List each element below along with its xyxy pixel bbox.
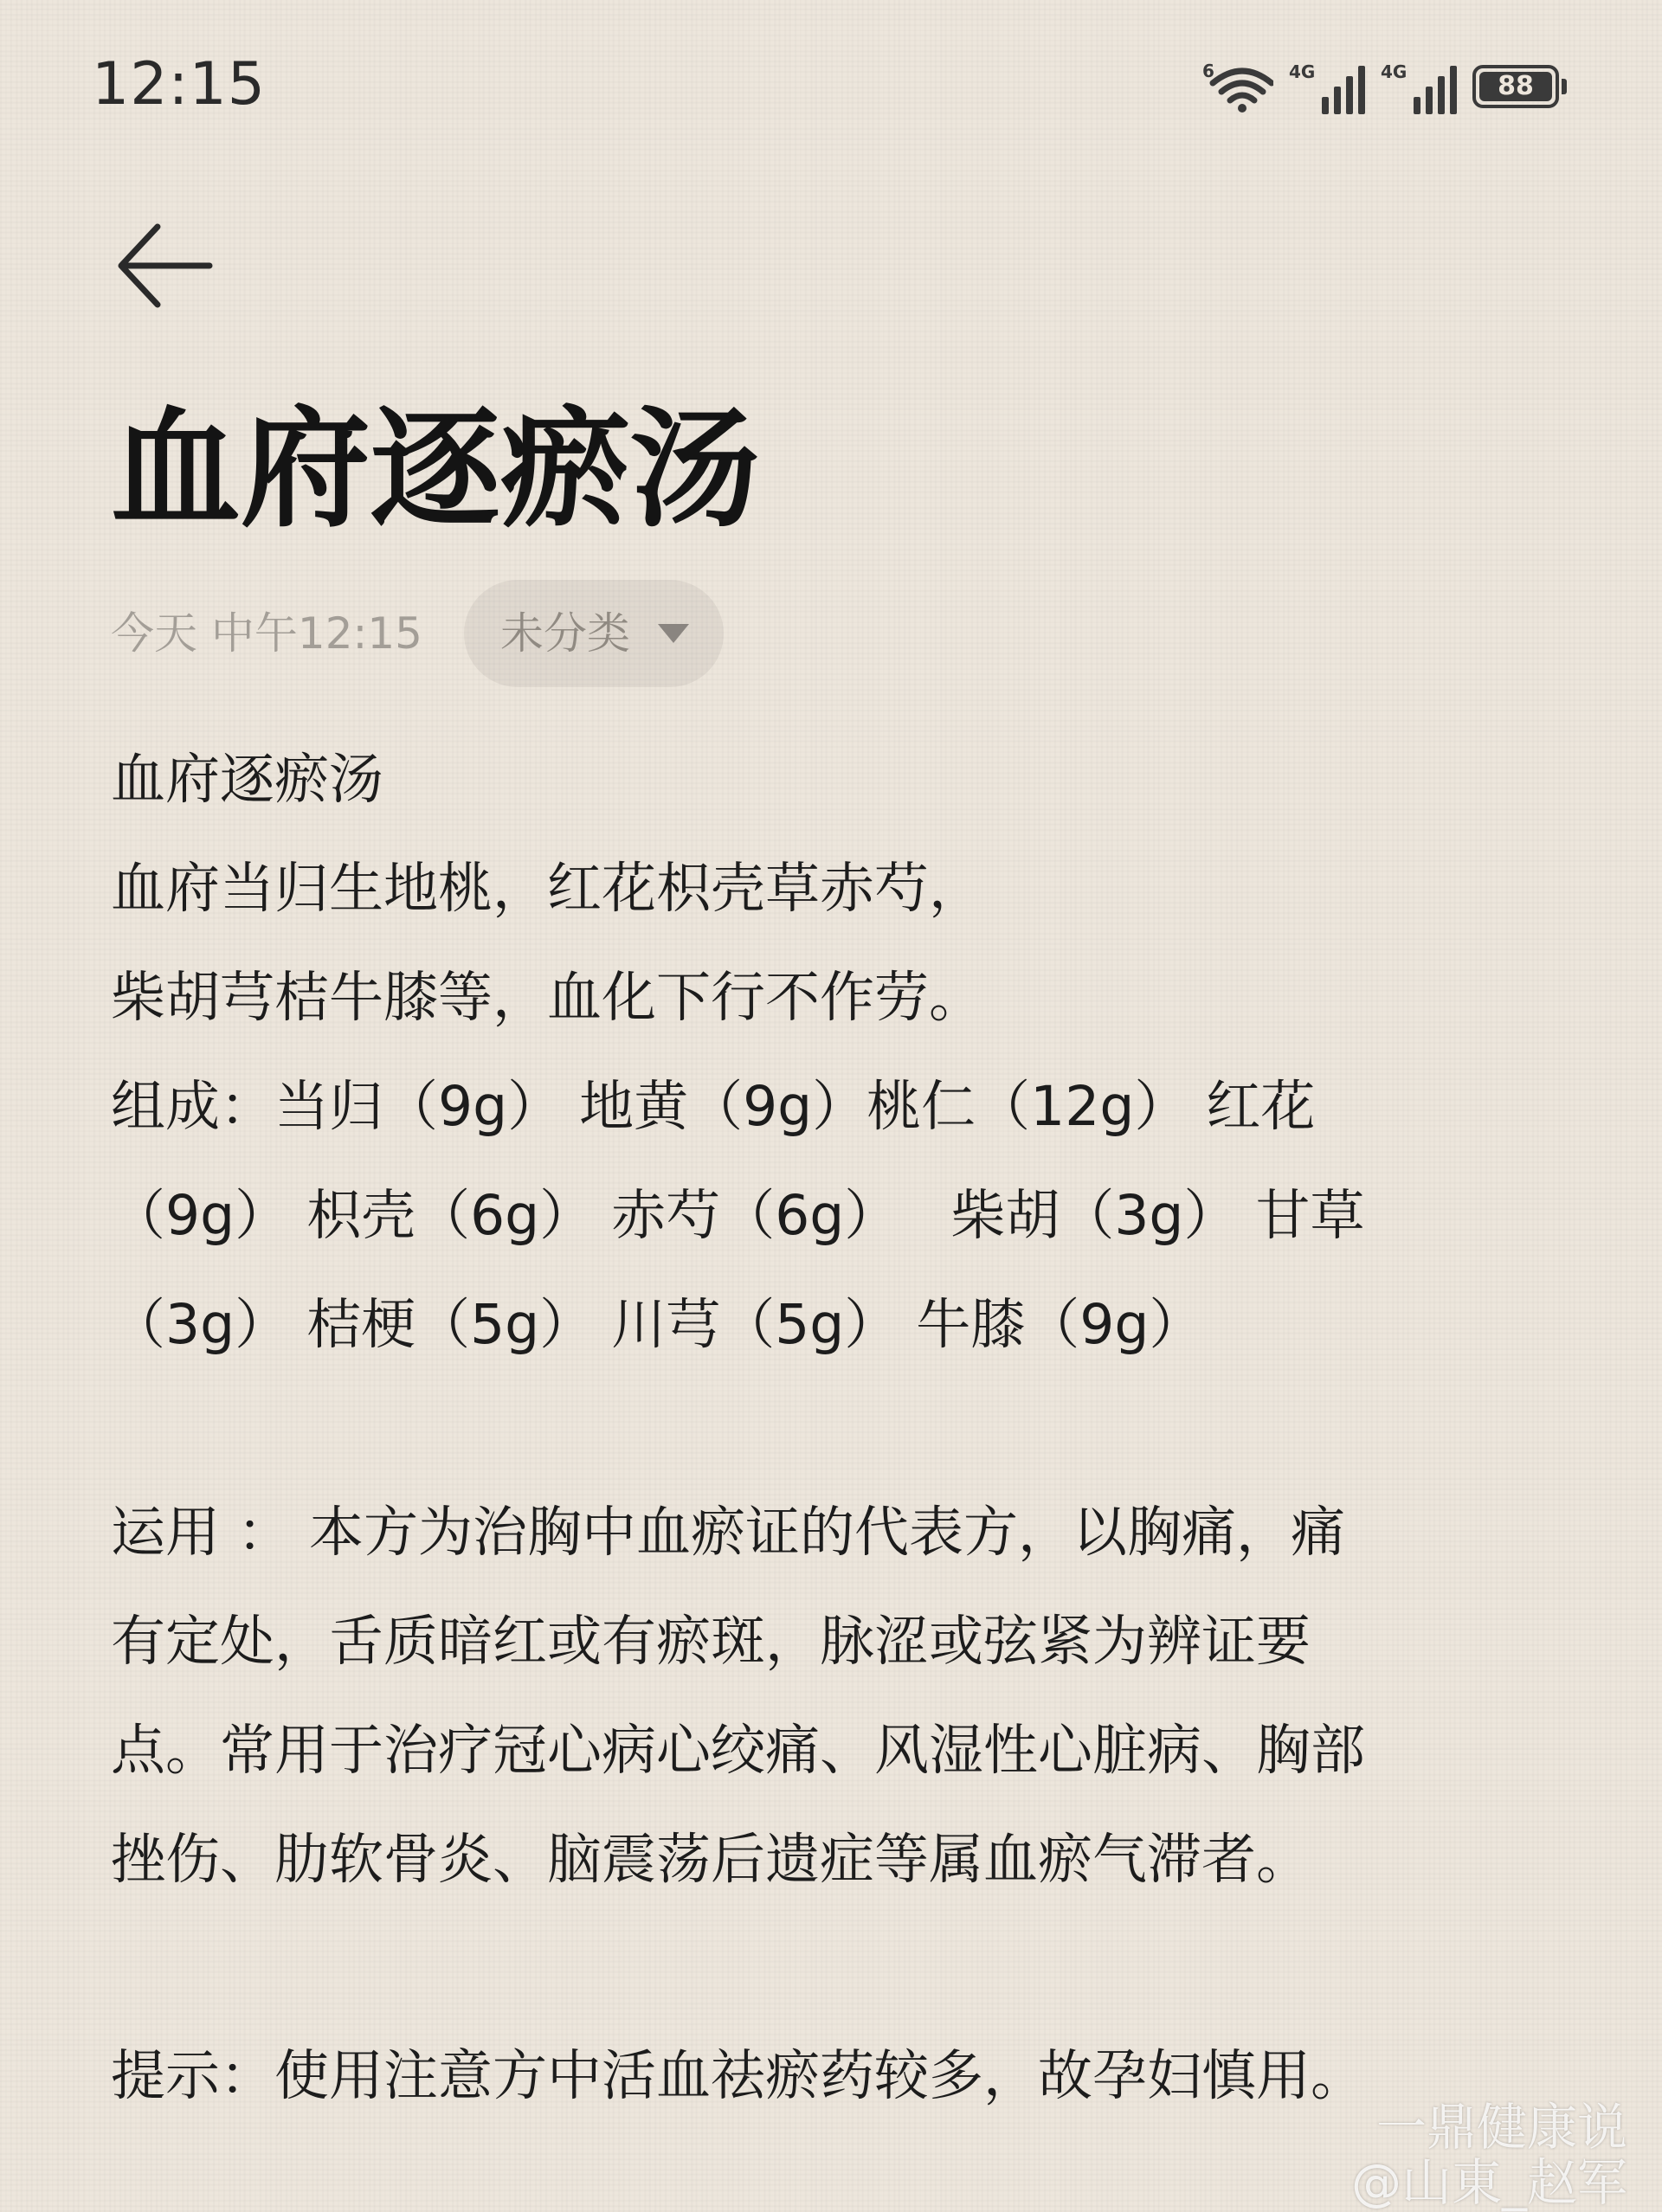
note-line: 组成：当归（9g） 地黄（9g）桃仁（12g） 红花 [111,1075,1316,1138]
back-button[interactable] [113,218,216,313]
signal-2-tag: 4G [1381,61,1408,82]
note-body[interactable] [111,725,1565,2131]
note-line: 血府逐瘀汤 [111,748,383,811]
wifi-tag: 6 [1202,61,1214,81]
watermark [1351,2099,1627,2210]
note-line: 血府当归生地桃，红花枳壳草赤芍， [111,857,983,920]
watermark-line-1: 一鼎健康说 [1375,2098,1627,2157]
wifi-icon [1202,61,1273,114]
chevron-down-icon [658,624,689,643]
note-line: 点。常用于治疗冠心病心绞痛、风湿性心脏病、胸部 [111,1719,1365,1782]
status-time: 12:15 [92,50,266,119]
watermark-line-2: @山東_赵军 [1350,2153,1627,2212]
battery-icon [1472,62,1567,111]
note-line: 有定处，舌质暗红或有瘀斑，脉涩或弦紧为辨证要 [111,1610,1311,1673]
note-line: 柴胡芎桔牛膝等，血化下行不作劳。 [111,966,983,1029]
note-line: （9g） 枳壳（6g） 赤芍（6g） 柴胡（3g） 甘草 [111,1184,1365,1247]
cellular-signal-icon-2 [1381,62,1457,114]
category-dropdown[interactable] [464,580,724,687]
arrow-left-icon [113,218,216,313]
signal-1-tag: 4G [1289,61,1316,82]
note-timestamp: 今天 中午12:15 [111,608,422,659]
cellular-signal-icon-1 [1289,62,1365,114]
battery-level: 88 [1479,72,1552,101]
note-line: 挫伤、肋软骨炎、脑震荡后遗症等属血瘀气滞者。 [111,1828,1311,1891]
note-line: 运用 ： 本方为治胸中血瘀证的代表方，以胸痛，痛 [111,1501,1346,1564]
note-line: 提示：使用注意方中活血祛瘀药较多，故孕妇慎用。 [111,2044,1365,2107]
note-line: （3g） 桔梗（5g） 川芎（5g） 牛膝（9g） [111,1293,1204,1356]
status-bar [0,0,1662,164]
category-label: 未分类 [500,608,630,659]
status-icons [1202,54,1567,114]
note-meta [111,580,724,687]
note-title[interactable]: 血府逐瘀汤 [111,395,761,545]
